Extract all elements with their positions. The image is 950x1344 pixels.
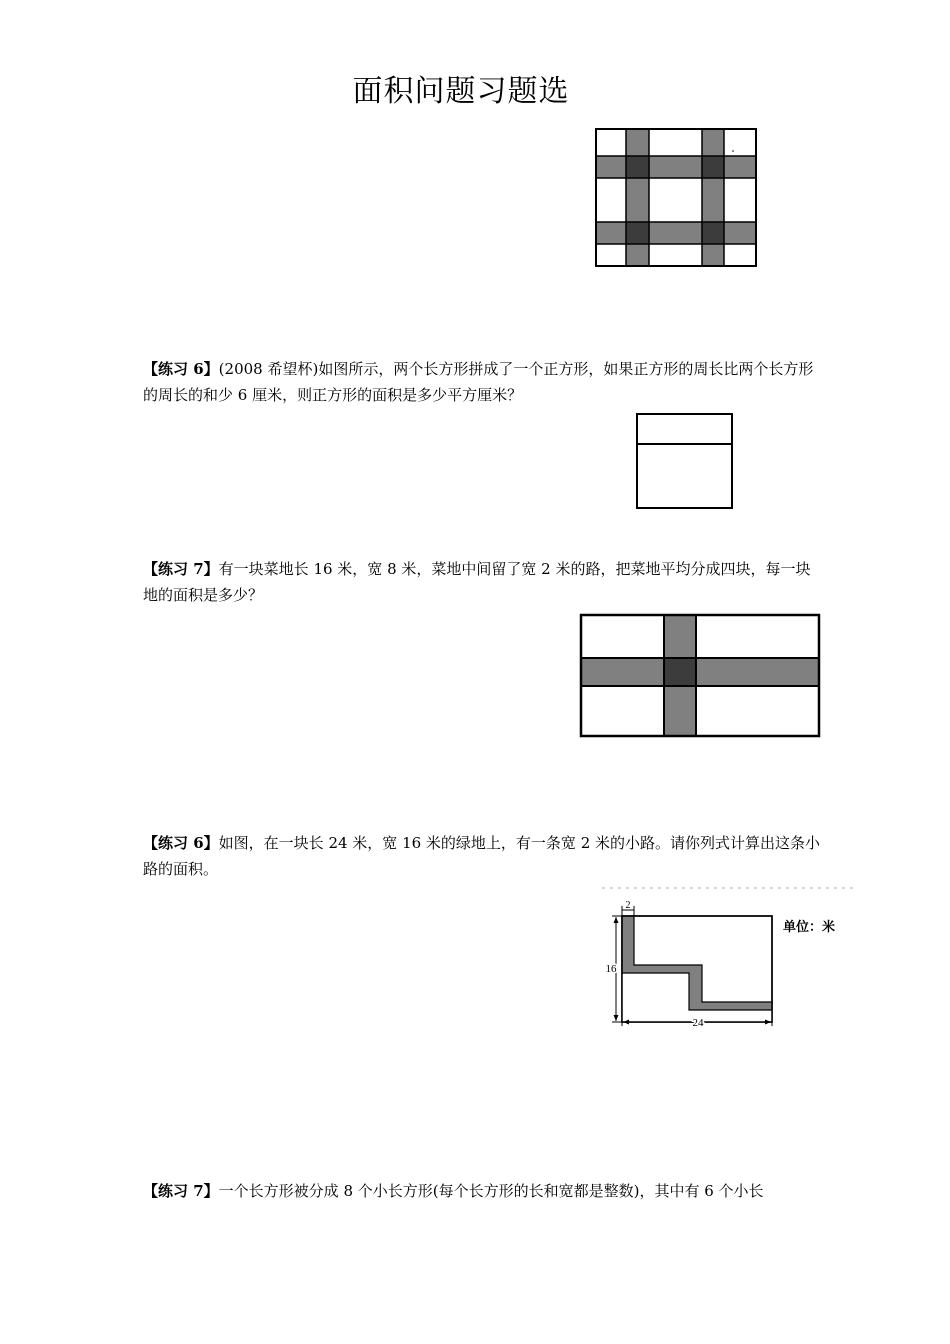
- problem-text: (2008 希望杯)如图所示，两个长方形拼成了一个正方形，如果正方形的周长比两个长方形的周长的和少 6 厘米，则正方形的面积是多少平方厘米？: [143, 360, 814, 404]
- problem-tag: 【练习 7】: [143, 1182, 219, 1200]
- problem-2: [143, 556, 823, 608]
- page-title: 面积问题习题选: [352, 74, 570, 109]
- label-length: 24: [692, 1017, 704, 1029]
- problem-1: [143, 356, 823, 408]
- problem-3: [143, 830, 823, 882]
- grid-roads-figure: [595, 128, 757, 268]
- problem-text: 一个长方形被分成 8 个小长方形(每个长方形的长和宽都是整数)，其中有 6 个小长: [218, 1182, 764, 1200]
- stepped-path-figure: [598, 884, 858, 1034]
- problem-4: [143, 1178, 823, 1204]
- label-height: 16: [605, 963, 617, 975]
- cross-road-figure: [580, 614, 821, 738]
- problem-text: 有一块菜地长 16 米，宽 8 米，菜地中间留了宽 2 米的路，把菜地平均分成四块，每一块地的面积是多少？: [143, 560, 811, 604]
- problem-tag: 【练习 6】: [143, 360, 219, 378]
- problem-tag: 【练习 6】: [143, 834, 219, 852]
- problem-text: 如图，在一块长 24 米，宽 16 米的绿地上，有一条宽 2 米的小路。请你列式计算出这条小路的面积。: [143, 834, 821, 878]
- label-width: 2: [625, 900, 631, 911]
- problem-tag: 【练习 7】: [143, 560, 219, 578]
- square-two-rectangles-figure: [636, 413, 734, 510]
- unit-label: 单位：米: [783, 920, 836, 935]
